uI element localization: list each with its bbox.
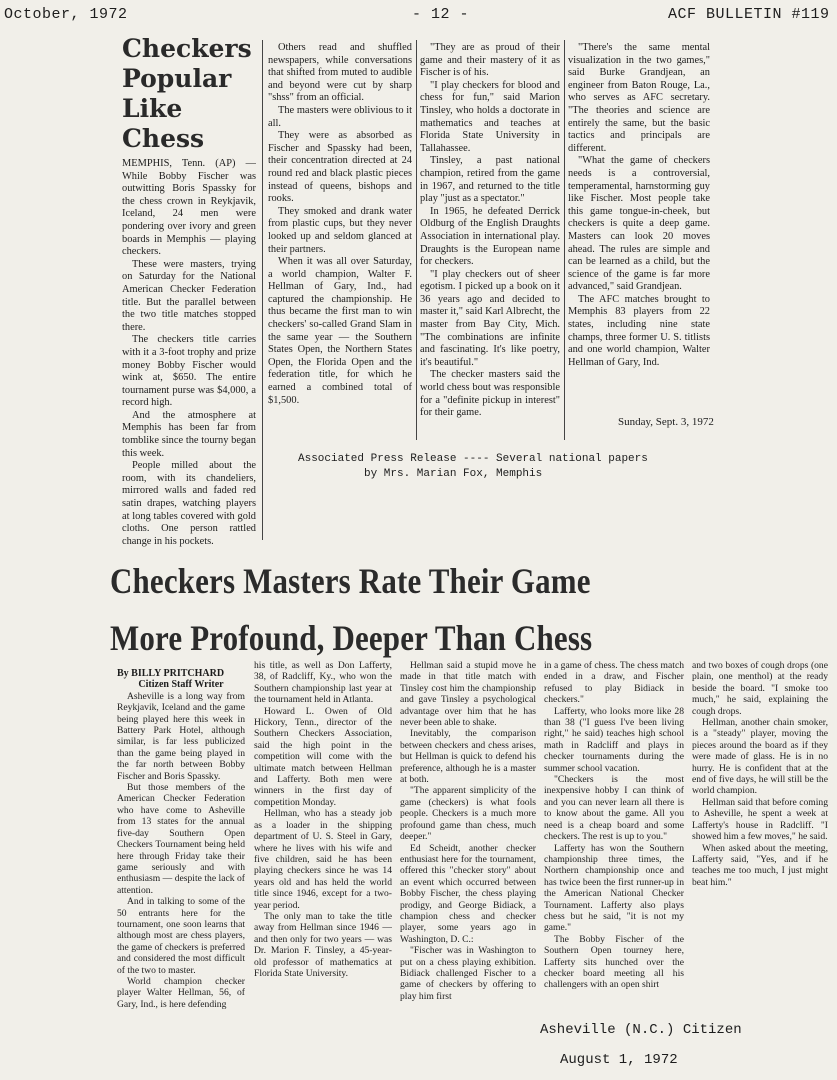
paragraph: Ed Scheidt, another checker enthusiast here for the tournament, offered this "checker story" about an event which occurred between Bobby Fischer, the chess playing prodigy, and George Bidiack, a champion chess and checker player, some years ago in Washington, D. C.: — [400, 842, 536, 945]
paragraph: The masters were oblivious to it all. — [268, 104, 412, 129]
paragraph: The checkers title carries with it a 3-foot trophy and prize money Bobby Fischer would wink at, $650. The entire tournament purse was $4,000, a record high. — [122, 334, 256, 409]
bulletin-number: ACF BULLETIN #119 — [668, 6, 830, 23]
paragraph: And in talking to some of the 50 entrants here for the tournament, one soon learns that although most are chess players, the game of checkers is preferred and considered the most difficult of the two to master. — [117, 896, 245, 976]
paragraph: Tinsley, a past national champion, retired from the game in 1967, and returned to the title play "just as a spectator." — [420, 155, 560, 205]
paragraph: Others read and shuffled newspapers, while conversations that shifted from muted to audible and beyond were cut by sharp "shss" from an official. — [268, 42, 412, 104]
paragraph: MEMPHIS, Tenn. (AP) — While Bobby Fischer was outwitting Boris Spassky for the chess crown in Reykjavik, Iceland, 24 men were pondering over ivory and green boards in Memphis — playing checkers. — [122, 158, 256, 258]
paragraph: In 1965, he defeated Derrick Oldburg of the English Draughts Association in international play. Draughts is the European name for checkers. — [420, 205, 560, 268]
paragraph: "Checkers is the most inexpensive hobby I can think of and you can never learn all there is to know about the game. All you need is a cheap board and some checkers. The rest is up to you." — [544, 774, 684, 843]
paragraph: "The apparent simplicity of the game (checkers) is what fools people. Checkers is a much more profound game than chess, much deeper." — [400, 785, 536, 843]
paragraph: and two boxes of cough drops (one plain, one menthol) at the ready beside the board. "I smoke too much," he said, explaining the cough drops. — [692, 660, 828, 717]
paragraph: When it was all over Saturday, a world champion, Walter F. Hellman of Gary, Ind., had captured the championship. He thus became the first man to win checkers' so-called Grand Slam in the same year — the Southern States Open, the Northern States Open, the Florida Open and the federation title, for which he earned a combined total of $1,500. — [268, 256, 412, 406]
article1-headline-line: Popular — [122, 64, 232, 93]
paragraph: Hellman, another chain smoker, is a "steady" player, moving the pieces around the board as if they were made of glass. He is in no hurry. He is confident that at the end of five days, he will still be the world champion. — [692, 717, 828, 797]
paragraph: But those members of the American Checker Federation who have come to Asheville from 13 states for the annual five-day Southern Open Checkers Tournament being held here through Friday take their game seriously and with enthusiasm — despite the lack of attention. — [117, 782, 245, 896]
paragraph: "There's the same mental visualization in the two games," said Burke Grandjean, an engineer from Baton Rouge, La., who serves as AFC secretary. "The theories and science are entirely the same, but the basic tactics and principals are different. — [568, 42, 710, 154]
staff-title: Citizen Staff Writer — [138, 679, 224, 691]
article2-column-1 — [117, 668, 245, 1038]
paragraph: The checker masters said the world chess bout was responsible for a "definite pickup in interest" for their game. — [420, 369, 560, 419]
paragraph: The Bobby Fischer of the Southern Open tourney here, Lafferty sits hunched over the checker board meeting all his challengers with an open shirt — [544, 933, 684, 991]
paragraph: "I play checkers for blood and chess for fun," said Marion Tinsley, who holds a doctorate in mathematics and teaches at Florida State University in Tallahassee. — [420, 79, 560, 154]
article2-column-4 — [544, 660, 684, 1025]
paragraph: World champion checker player Walter Hellman, 56, of Gary, Ind., is here defending — [117, 975, 245, 1010]
source-line: by Mrs. Marian Fox, Memphis — [364, 468, 543, 480]
paragraph: People milled about the room, with its chandeliers, mirrored walls and faded red satin drapes, watching players at long tables covered with gold cloths. One person rattled change in his pockets. — [122, 460, 256, 547]
article2-column-3 — [400, 660, 536, 1045]
article1-headline-line: Like Chess — [122, 94, 205, 153]
paragraph: Asheville is a long way from Reykjavik, Iceland and the game being played here this week in Battery Park Hotel, although similar, is far less publicized than the game being played in the far north between Bobby Fischer and Boris Spassky. — [117, 690, 245, 782]
article2-citation-date: August 1, 1972 — [560, 1052, 678, 1068]
article1-dateline: Sunday, Sept. 3, 1972 — [618, 416, 714, 428]
paragraph: When asked about the meeting, Lafferty said, "Yes, and if he teaches me too much, I just might beat him." — [692, 842, 828, 888]
article2-column-5 — [692, 660, 828, 1000]
article1-column-4 — [568, 42, 710, 372]
paragraph: Lafferty, who looks more like 28 than 38 ("I guess I've been living right," he said) teaches high school math in Radcliff and plays in checker tournaments during the summer school vacation. — [544, 705, 684, 774]
page-date: October, 1972 — [4, 6, 128, 23]
article1-column-2 — [268, 42, 412, 422]
paragraph: The only man to take the title away from Hellman since 1946 — and then only for two years — was Dr. Marion F. Tinsley, a 45-year-old professor of mathematics at Florida State University. — [254, 910, 392, 979]
byline: By BILLY PRITCHARD — [117, 668, 225, 679]
column-rule — [564, 40, 565, 440]
paragraph: Hellman, who has a steady job as a loader in the shipping department of U. S. Steel in Gary, where he lives with his wife and five children, said he has been playing checkers since he was 14 years old and has held the world title since 1946, except for a two-year period. — [254, 808, 392, 911]
paragraph: Inevitably, the comparison between checkers and chess arises, but Hellman is quick to defend his preference, although he is a master at both. — [400, 728, 536, 786]
page-number: - 12 - — [412, 6, 470, 23]
article1-column-3 — [420, 42, 560, 442]
column-rule — [262, 40, 263, 540]
article2-headline-line1: Checkers Masters Rate Their Game — [110, 561, 591, 601]
column-rule — [416, 40, 417, 440]
paragraph: These were masters, trying on Saturday for the National American Checker Federation title. But the parallel between the two title matches stopped there. — [122, 258, 256, 333]
paragraph: They were as absorbed as Fischer and Spassky had been, their concentration directed at 24 round red and black plastic pieces instead of queens, bishops and rooks. — [268, 130, 412, 205]
article1-headline-line: Checkers — [122, 34, 252, 63]
paragraph: "They are as proud of their game and their mastery of it as Fischer is of his. — [420, 42, 560, 79]
paragraph: Hellman said that before coming to Asheville, he spent a week at Lafferty's house in Radcliff. "I showed him a few moves," he said. — [692, 796, 828, 843]
article1-column-1 — [122, 158, 256, 548]
source-line: Associated Press Release ---- Several national papers — [298, 453, 648, 465]
paragraph: They smoked and drank water from plastic cups, but they never looked up and seldom glanced at their partners. — [268, 205, 412, 255]
paragraph: his title, as well as Don Lafferty, 38, of Radcliff, Ky., who won the Southern championship last year at the tournament held in Atlanta. — [254, 660, 392, 706]
paragraph: "What the game of checkers needs is a controversial, temperamental, harnstorming guy like Fischer. Most people take this game tongue-in-cheek, but checkers is quite a deep game. Masters can look 20 moves ahead. The rules are simple and can be learned as a child, but the science of the game is far more advanced," said Grandjean. — [568, 155, 710, 293]
paragraph: The AFC matches brought to Memphis 83 players from 22 states, including nine state champs, three former U. S. titlists and one world champion, Walter Hellman of Gary, Ind. — [568, 293, 710, 368]
paragraph: "Fischer was in Washington to put on a chess playing exhibition. Bidiack challenged Fischer to a game of checkers by offering to play him first — [400, 945, 536, 1002]
paragraph: Lafferty has won the Southern championship three times, the Northern championship once and has twice been the first runner-up in the American National Checker Tournament. Lafferty also plays chess but he said, "it is not my game." — [544, 842, 684, 934]
paragraph: in a game of chess. The chess match ended in a draw, and Fischer refused to play Bidiack in checkers." — [544, 660, 684, 706]
article2-headline-line2: More Profound, Deeper Than Chess — [110, 618, 593, 658]
article1-source — [298, 452, 648, 482]
paragraph: "I play checkers out of sheer egotism. I picked up a book on it 36 years ago and decided to master it," said Karl Albrecht, the master from Bay City, Mich. "The combinations are infinite and fascinating. It's like poetry, it's beautiful." — [420, 268, 560, 368]
paragraph: Howard L. Owen of Old Hickory, Tenn., director of the Southern Checkers Association, said the high point in the competition will come with the ultimate match between Hellman and Lafferty. Both men were winners in the first day of competition Monday. — [254, 705, 392, 808]
paragraph: Hellman said a stupid move he made in that title match with Tinsley cost him the championship and gave Tinsley a psychological advantage over him that he has never been able to shake. — [400, 660, 536, 729]
article2-column-2 — [254, 660, 392, 1040]
article1-headline — [122, 34, 262, 154]
article2-citation-paper: Asheville (N.C.) Citizen — [540, 1022, 742, 1038]
paragraph: And the atmosphere at Memphis has been far from tomblike since the tourny began this week. — [122, 409, 256, 459]
